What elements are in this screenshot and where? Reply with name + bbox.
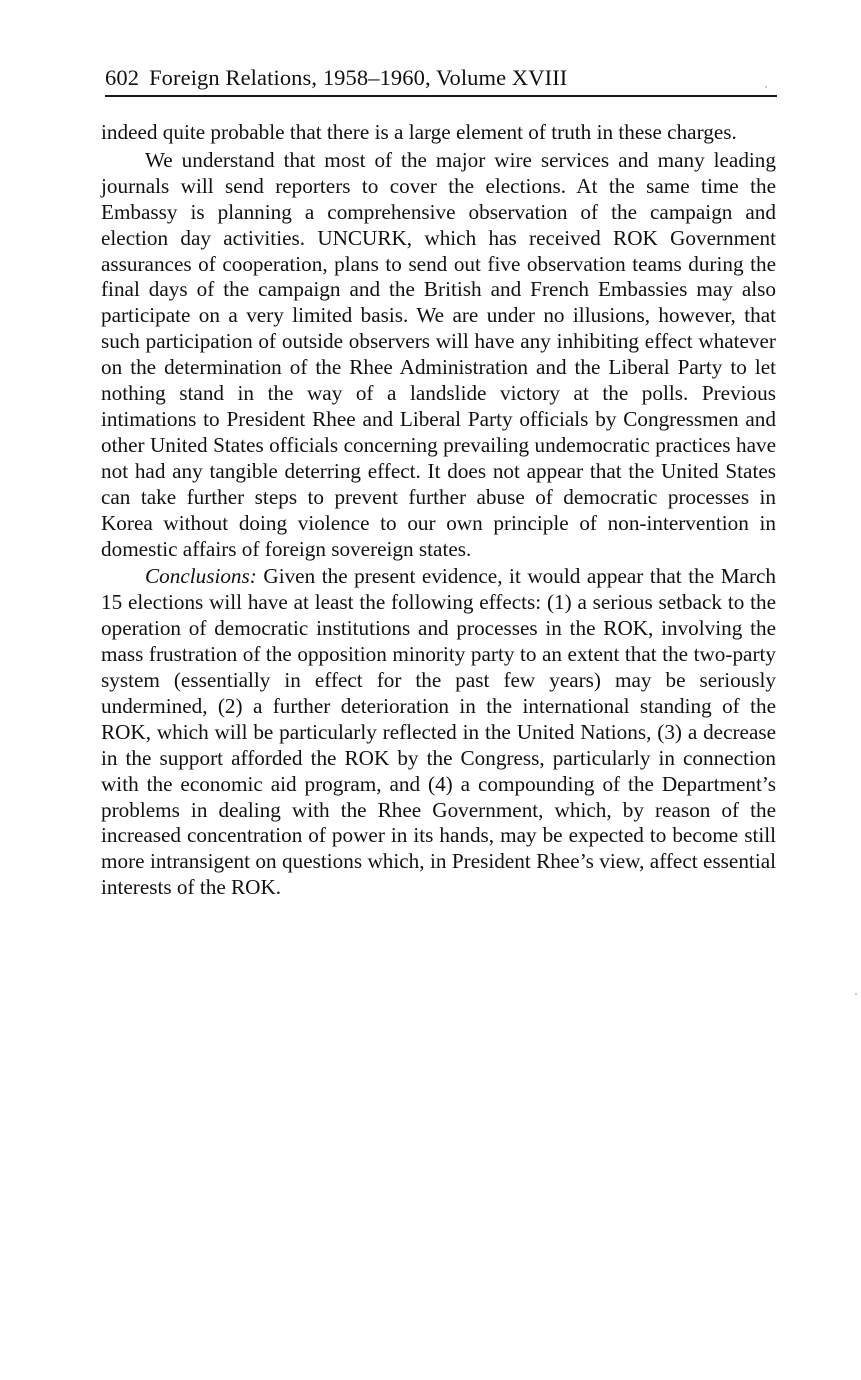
paragraph-continued: indeed quite probable that there is a large element of truth in these charges.	[101, 120, 737, 144]
volume-title: Foreign Relations, 1958–1960, Volume XVIII	[149, 65, 568, 90]
scan-speck	[765, 86, 767, 88]
paragraph-conclusions	[101, 564, 776, 901]
conclusions-text: Given the present evidence, it would appear that the March 15 elections will have at least the following effects: (1) a serious setback to the operation of democratic institutions and processes in the ROK, involving the mass frustration of the opposition minority party to an extent that the two-party system (essentially in effect for the past few years) may be seriously undermined, (2) a further deterioration in the international standing of the ROK, which will be particularly reflected in the United Nations, (3) a decrease in the support afforded the ROK by the Congress, particularly in connection with the economic aid program, and (4) a compounding of the Department’s problems in dealing with the Rhee Government, which, by reason of the increased concentration of power in its hands, may be expected to become still more intransigent on questions which, in President Rhee’s view, affect essential interests of the ROK.	[101, 564, 776, 900]
scan-speck	[855, 993, 857, 995]
running-head	[105, 64, 777, 98]
page-number: 602	[105, 65, 140, 90]
body-text	[101, 120, 776, 901]
header-rule	[105, 95, 777, 97]
conclusions-lead: Conclusions:	[145, 564, 257, 589]
paragraph-observers: We understand that most of the major wire services and many leading journals will send reporters to cover the elections. At the same time the Embassy is planning a comprehensive observation of the campaign and election day activities. UNCURK, which has received ROK Government assurances of cooperation, plans to send out five observation teams during the final days of the campaign and the British and French Embassies may also participate on a very limited basis. We are under no illusions, however, that such participation of outside observers will have any inhibiting effect whatever on the determination of the Rhee Administration and the Liberal Party to let nothing stand in the way of a landslide victory at the polls. Previous intimations to President Rhee and Liberal Party officials by Congressmen and other United States officials concerning prevailing undemocratic practices have not had any tangible deterring effect. It does not appear that the United States can take further steps to prevent further abuse of democratic processes in Korea without doing violence to our own principle of non-intervention in domestic affairs of foreign sovereign states.	[101, 147, 776, 561]
